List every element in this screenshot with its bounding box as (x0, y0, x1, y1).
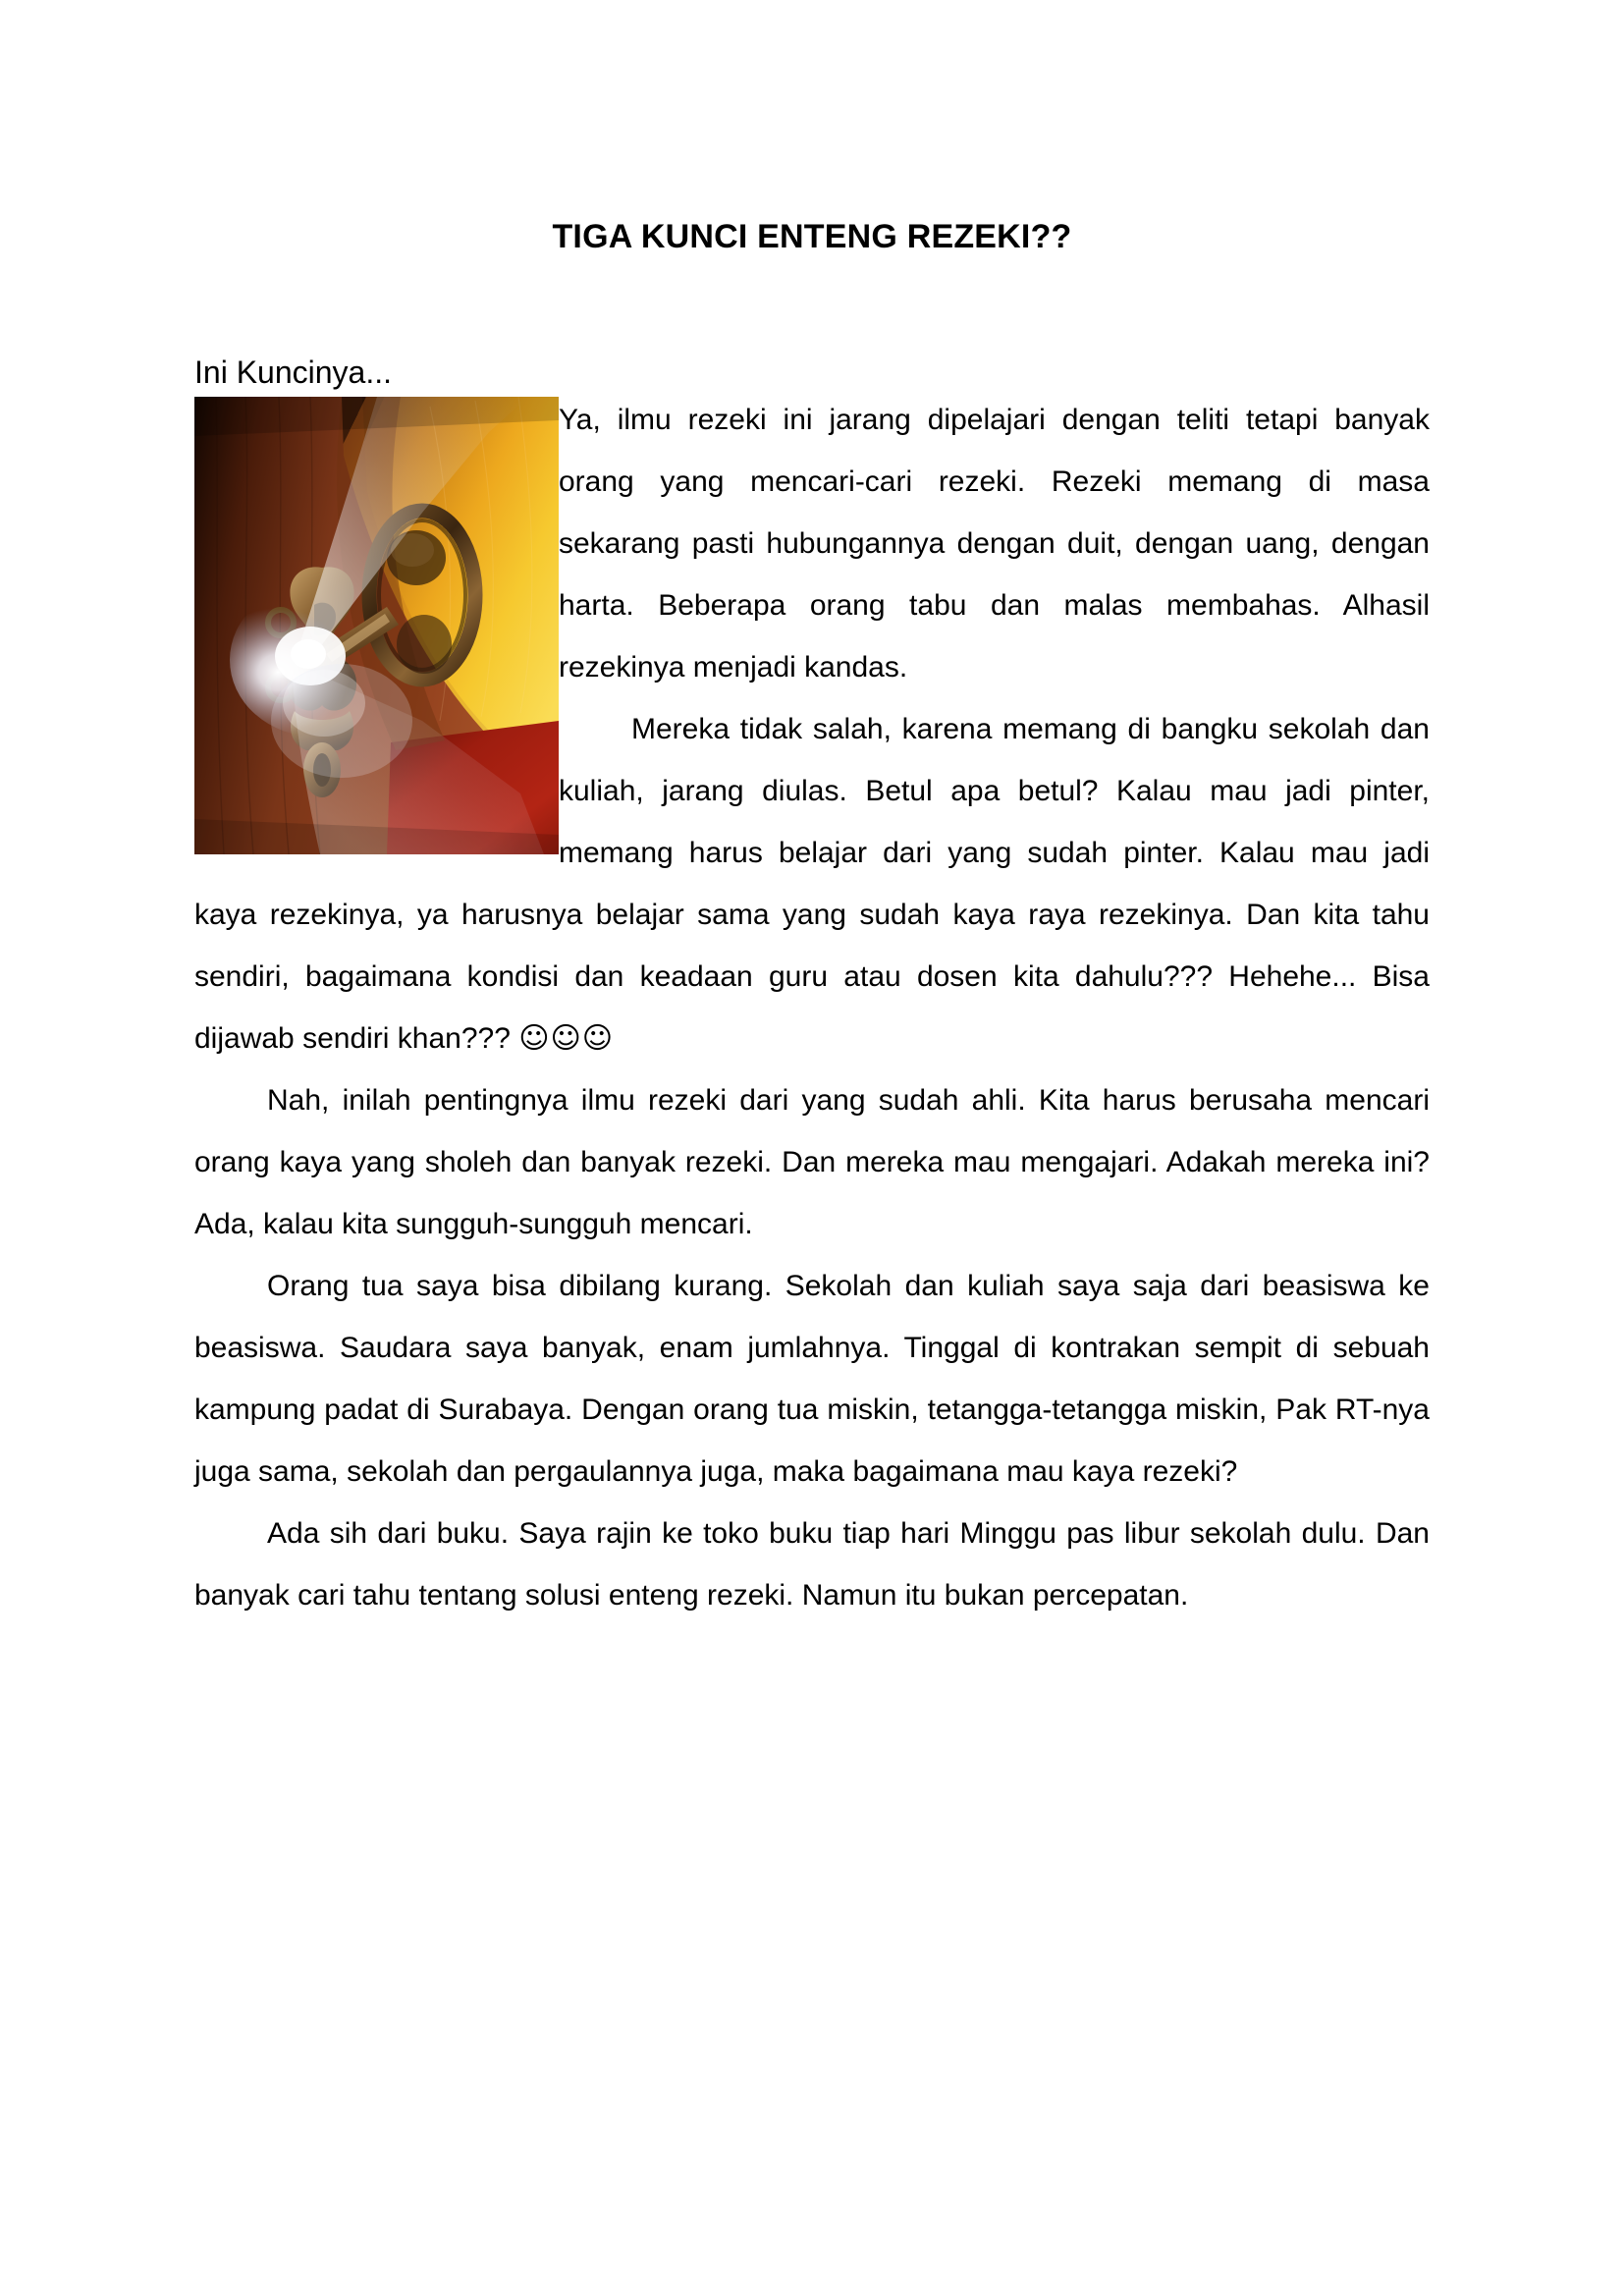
paragraph-3: Nah, inilah pentingnya ilmu rezeki dari yang sudah ahli. Kita harus berusaha mencari orang kaya yang sholeh dan banyak rezeki. Dan mereka mau mengajari. Adakah mereka ini? Ada, kalau kita sungguh-sungguh mencari. (194, 1084, 1430, 1240)
paragraph-1: Ya, ilmu rezeki ini jarang dipelajari dengan teliti tetapi banyak orang yang mencari-cari rezeki. Rezeki memang di masa sekarang pasti hubungannya dengan duit, dengan uang, dengan harta. Beberapa orang tabu dan malas membahas. Alhasil rezekinya menjadi kandas. (559, 404, 1430, 683)
body-text-block (194, 389, 1430, 1626)
section-subtitle: Ini Kuncinya... (194, 354, 392, 390)
antique-key-in-keyhole-photo (194, 397, 559, 854)
paragraph-2-text: Mereka tidak salah, karena memang di bangku sekolah dan kuliah, jarang diulas. Betul apa betul? Kalau mau jadi pinter, memang harus belajar dari yang sudah pinter. Kalau mau jadi kaya rezekinya, ya harusnya belajar sama yang sudah kaya raya rezekinya. Dan kita tahu sendiri, bagaimana kondisi dan keadaan guru atau dosen kita dahulu??? Hehehe... Bisa dijawab sendiri khan??? (194, 713, 1430, 1055)
paragraph-5: Ada sih dari buku. Saya rajin ke toko buku tiap hari Minggu pas libur sekolah dulu. Dan banyak cari tahu tentang solusi enteng rezeki. Namun itu bukan percepatan. (194, 1517, 1430, 1612)
smiley-face-icons: ☺☺☺ (518, 1021, 615, 1056)
key-photo-artwork (194, 397, 559, 854)
paragraph-4: Orang tua saya bisa dibilang kurang. Sekolah dan kuliah saya saja dari beasiswa ke beasiswa. Saudara saya banyak, enam jumlahnya. Tinggal di kontrakan sempit di sebuah kampung padat di Surabaya. Dengan orang tua miskin, tetangga-tetangga miskin, Pak RT-nya juga sama, sekolah dan pergaulannya juga, maka bagaimana mau kaya rezeki? (194, 1270, 1430, 1488)
page-title: TIGA KUNCI ENTENG REZEKI?? (552, 217, 1072, 255)
